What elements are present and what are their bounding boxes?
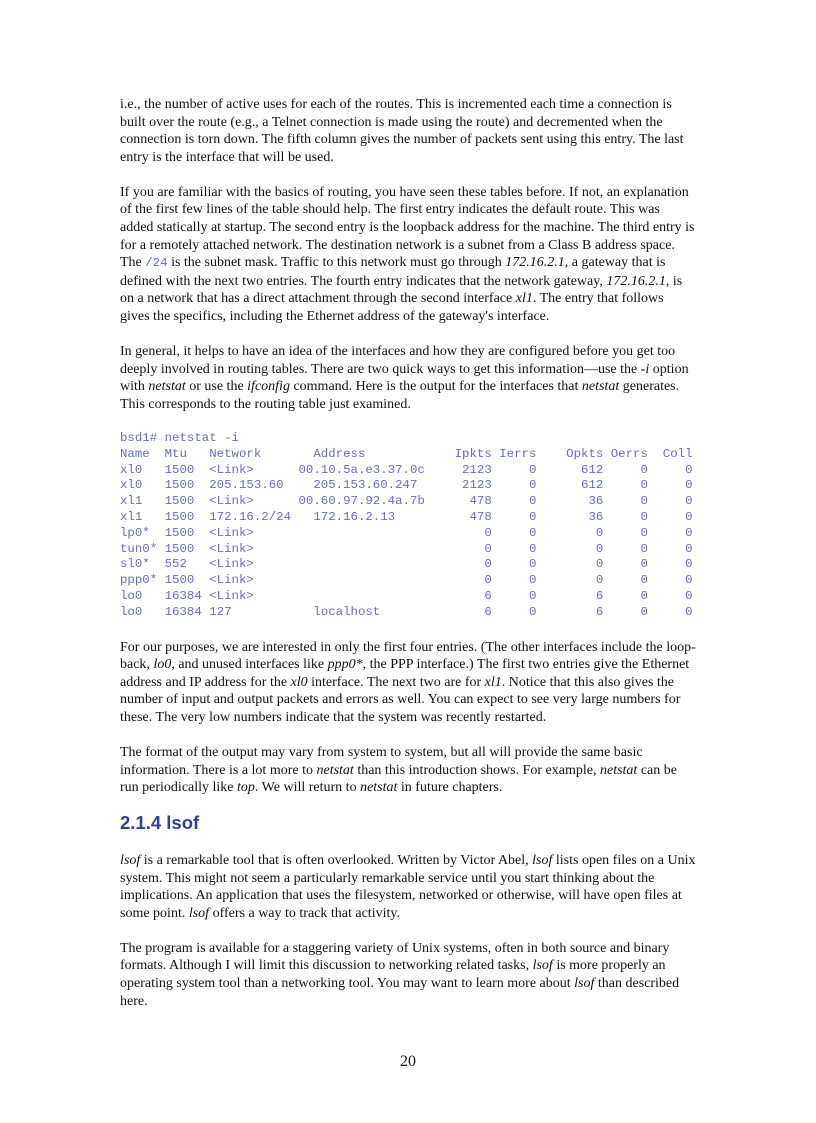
text-span: interface. The next two are for bbox=[307, 674, 485, 690]
text-span: , the PPP interface.) The first two entries give the Ethernet address and IP address for the bbox=[120, 657, 690, 690]
interface-name: xl1 bbox=[515, 291, 533, 307]
text-span: than described here. bbox=[120, 975, 680, 1009]
text-span: , and unused interfaces like bbox=[171, 657, 328, 673]
text-span: The format of the output may vary from system to system, but all will provide the same basic information. There is a lot more to bbox=[120, 745, 643, 778]
interface-name: xl1 bbox=[484, 674, 502, 690]
paragraph-interface-entries bbox=[120, 639, 696, 727]
text-span: in future chapters. bbox=[397, 780, 503, 796]
subnet-mask-code: /24 bbox=[145, 256, 168, 271]
netstat-output-listing: bsd1# netstat -i Name Mtu Network Address Ipkts Ierrs Opkts Oerrs Coll xl0 1500 <Link> 00.10.5a.e3.37.0c 2123 0 612 0 0 xl0 1500 205.153.60 205.153.60.247 2123 0 612 0 0 xl1 1500 <Link> 00.60.97.92.4a.7b 478 0 36 0 0 xl1 1500 172.16.2/24 172.16.2.13 478 0 36 0 0 lp0* 1500 <Link> 0 0 0 0 0 tun0* 1500 <Link> 0 0 0 0 0 sl0* 552 <Link> 0 0 0 0 0 ppp0* 1500 <Link> 0 0 0 0 0 lo0 16384 <Link> 6 0 6 0 0 lo0 16384 127 localhost 6 0 6 0 0 bbox=[120, 431, 693, 619]
command-name: lsof bbox=[532, 852, 553, 868]
interface-name: lo0 bbox=[153, 657, 172, 673]
gateway-address: 172.16.2.1 bbox=[606, 273, 666, 289]
command-name: top bbox=[237, 780, 255, 796]
command-name: lsof bbox=[120, 852, 141, 868]
interface-name: ppp0* bbox=[327, 657, 363, 673]
text-span: option with bbox=[120, 361, 689, 395]
text-span: , is on a network that has a direct attachment through the second interface bbox=[120, 273, 683, 307]
text-span: If you are familiar with the basics of routing, you have seen these tables before. If not, an explanation of the first few lines of the table should help. The first entry indicates the default route. This was added statically at startup. The second entry is the loopback address for the machine. The third entry is for a remotely attached network. The destination network is a subnet from a Class B address space. The bbox=[120, 184, 695, 271]
paragraph-routing-basics bbox=[120, 184, 696, 326]
section-heading: 2.1.4 lsof bbox=[120, 812, 200, 834]
text-span: than this introduction shows. For example, bbox=[353, 762, 600, 778]
text-span: is the subnet mask. Traffic to this network must go through bbox=[167, 255, 506, 271]
interface-name: xl0 bbox=[290, 674, 308, 690]
text-span: . Notice that this also gives the number of input and output packets and errors as well. You can expect to see very large numbers for these. The very low numbers indicate that the system was recently restarted. bbox=[120, 674, 681, 725]
paragraph-output-format bbox=[120, 744, 696, 797]
page-content bbox=[120, 96, 696, 1028]
option-name: -i bbox=[640, 361, 650, 377]
command-name: netstat bbox=[360, 780, 398, 796]
paragraph-interfaces-intro bbox=[120, 343, 696, 413]
text-span: offers a way to track that activity. bbox=[209, 905, 400, 921]
text-span: For our purposes, we are interested in only the first four entries. (The other interfaces include the loop-back, bbox=[120, 639, 696, 673]
page-number: 20 bbox=[400, 1053, 416, 1070]
command-name: lsof bbox=[532, 958, 553, 974]
command-name: netstat bbox=[581, 379, 620, 395]
text-span: . The entry that follows gives the specifics, including the Ethernet address of the gateway's interface. bbox=[120, 291, 664, 325]
text-span: . We will return to bbox=[254, 780, 361, 796]
paragraph-lsof-intro bbox=[120, 852, 696, 922]
text-span: generates. This corresponds to the routing table just examined. bbox=[120, 379, 680, 412]
text-span: can be run periodically like bbox=[120, 762, 677, 796]
text-span: is a remarkable tool that is often overlooked. Written by Victor Abel, bbox=[140, 852, 533, 868]
text-span: is more properly an operating system tool than a networking tool. You may want to learn more about bbox=[120, 958, 666, 991]
paragraph-route-usage: i.e., the number of active uses for each of the routes. This is incremented each time a connection is built over the route (e.g., a Telnet connection is made using the route) and decremented when the connection is torn down. The fifth column gives the number of packets sent using this entry. The last entry is the interface that will be used. bbox=[120, 97, 684, 165]
text-span: In general, it helps to have an idea of the interfaces and how they are configured before you get too deeply involved in routing tables. There are two quick ways to get this information—use the bbox=[120, 344, 676, 377]
text-span: lists open files on a Unix system. This might not seem a particularly remarkable service until you start thinking about the implications. An application that uses the filesystem, networked or otherwise, will have open files at some point. bbox=[120, 852, 696, 921]
command-name: netstat bbox=[599, 762, 638, 778]
text-span: command. Here is the output for the interfaces that bbox=[289, 379, 582, 395]
text-span: , a gateway that is defined with the next two entries. The fourth entry indicates that the network gateway, bbox=[120, 255, 666, 289]
paragraph-lsof-availability bbox=[120, 940, 696, 1010]
command-name: netstat bbox=[148, 379, 186, 395]
text-span: or use the bbox=[185, 379, 248, 395]
command-name: ifconfig bbox=[247, 379, 290, 395]
command-name: netstat bbox=[316, 762, 354, 778]
command-name: lsof bbox=[574, 975, 595, 991]
gateway-address: 172.16.2.1 bbox=[505, 255, 565, 271]
command-name: lsof bbox=[188, 905, 210, 921]
text-span: The program is available for a staggering variety of Unix systems, often in both source and binary formats. Although I will limit this discussion to networking related tasks, bbox=[120, 940, 670, 974]
